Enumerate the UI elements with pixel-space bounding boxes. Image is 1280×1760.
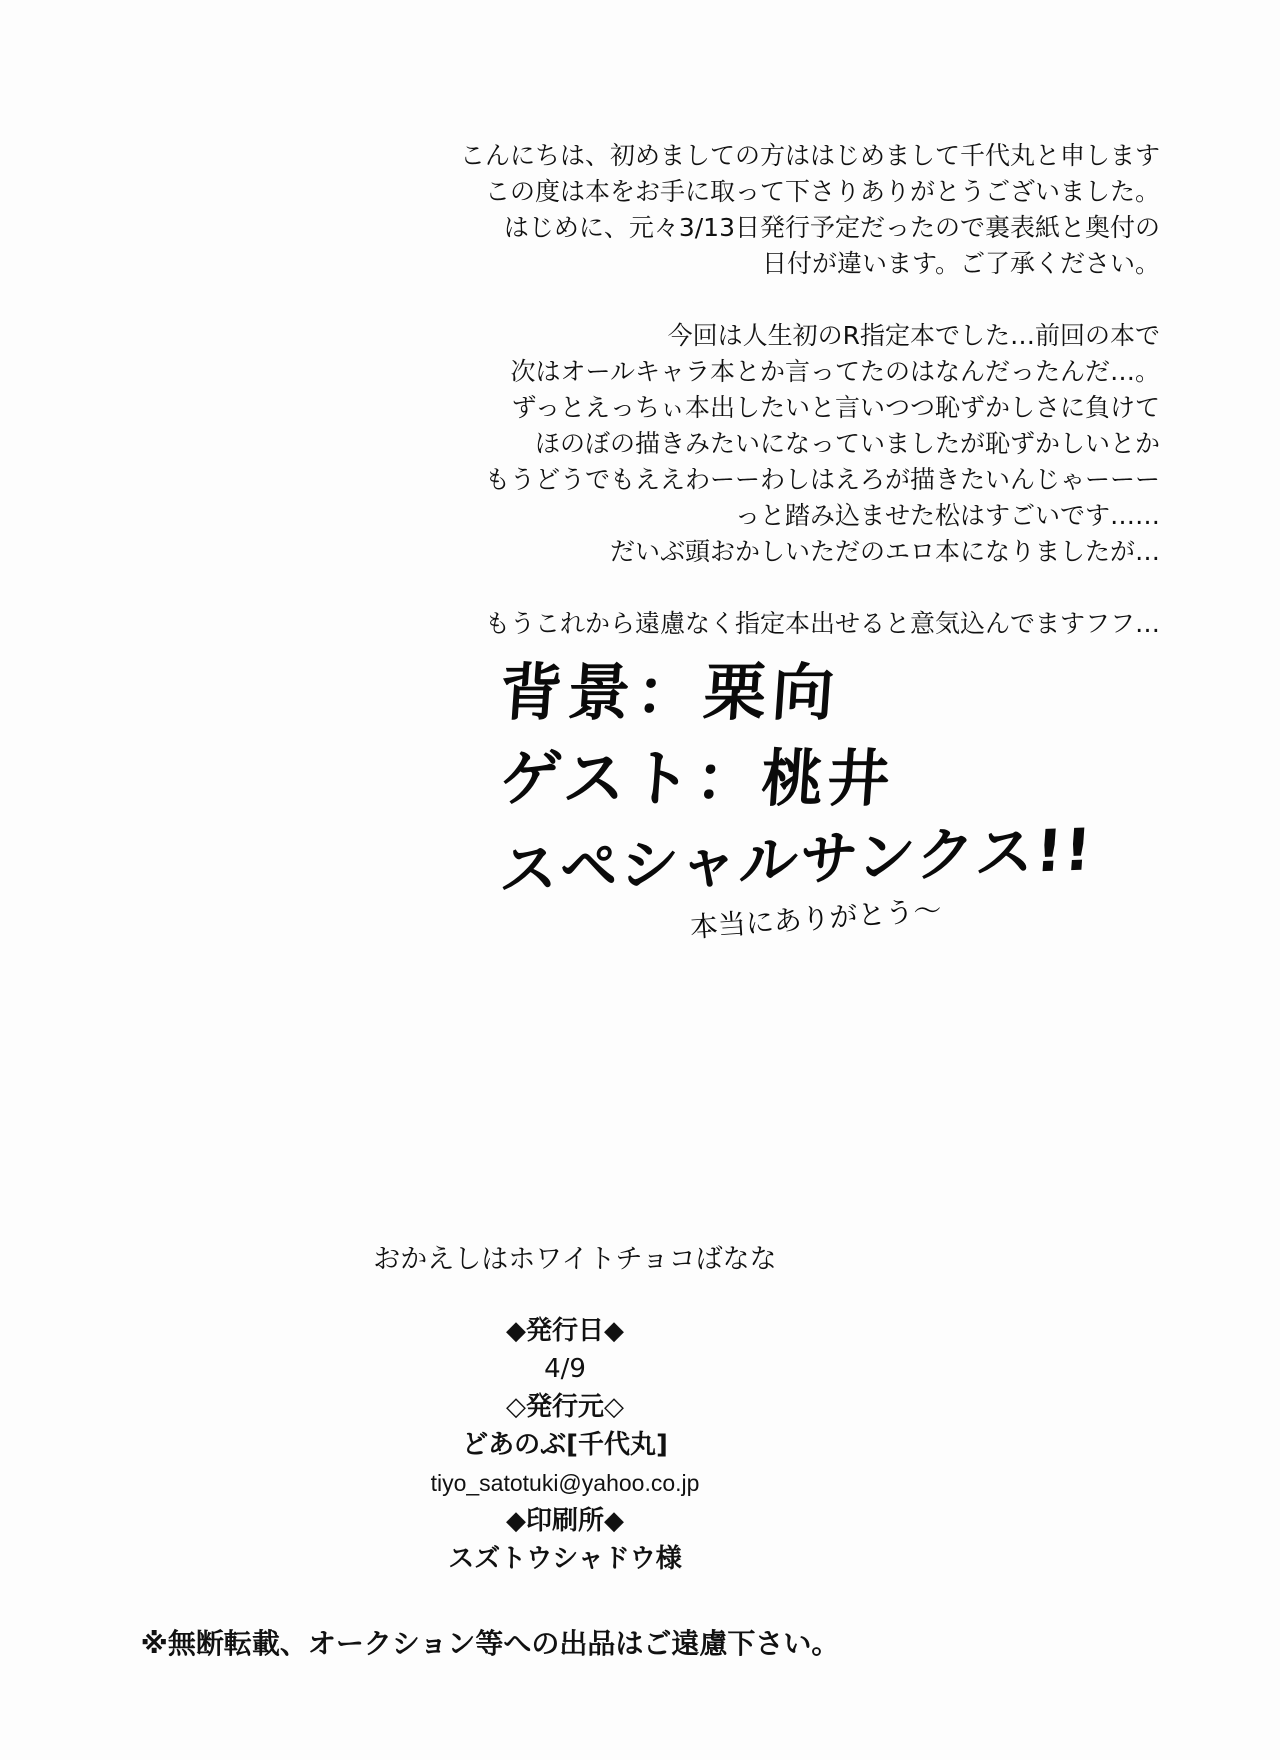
afterword-line: もうどうでもええわーーわしはえろが描きたいんじゃーーー — [484, 465, 1160, 494]
printer-label: ◆印刷所◆ — [506, 1506, 624, 1536]
afterword-line: もうこれから遠慮なく指定本出せると意気込んでますフフ… — [484, 609, 1160, 638]
afterword-line: だいぶ頭おかしいただのエロ本になりましたが… — [609, 537, 1160, 566]
afterword-text — [260, 138, 1160, 642]
thanks-note: 本当にありがとう〜 — [688, 893, 943, 944]
publisher-name: どあのぶ[千代丸] — [462, 1430, 668, 1460]
paragraph-gap — [260, 282, 1160, 318]
afterword-line: ずっとえっちぃ本出したいと言いつつ恥ずかしさに負けて — [511, 393, 1160, 422]
issue-date-label: ◆発行日◆ — [506, 1316, 624, 1346]
colophon — [0, 1240, 1280, 1578]
afterword-line: 次はオールキャラ本とか言ってたのはなんだったんだ…。 — [510, 357, 1160, 386]
printer-name: スズトウシャドウ様 — [448, 1544, 682, 1574]
afterword-line: 今回は人生初のR指定本でした…前回の本で — [667, 321, 1160, 350]
publisher-label: ◇発行元◇ — [506, 1392, 624, 1422]
reproduction-notice: ※無断転載、オークション等への出品はご遠慮下さい。 — [140, 1627, 840, 1660]
issue-date: 4/9 — [544, 1354, 586, 1384]
colophon-details — [0, 1312, 1280, 1578]
background-credit: 背景：栗向 — [497, 656, 843, 729]
handwritten-credits — [497, 650, 1096, 948]
afterword-line: ほのぼの描きみたいになっていましたが恥ずかしいとか — [534, 429, 1160, 458]
paragraph-gap — [260, 570, 1160, 606]
afterword-line: はじめに、元々3/13日発行予定だったので裏表紙と奥付の — [503, 213, 1160, 242]
book-title: おかえしはホワイトチョコばなな — [373, 1244, 777, 1275]
publisher-email: tiyo_satotuki@yahoo.co.jp — [430, 1470, 700, 1496]
afterword-line: こんにちは、初めましての方ははじめまして千代丸と申します — [459, 141, 1160, 170]
afterword-line: 日付が違います。ご了承ください。 — [761, 249, 1160, 278]
afterword-line: この度は本をお手に取って下さりありがとうございました。 — [484, 177, 1160, 206]
guest-credit: ゲスト：桃井 — [497, 742, 897, 815]
special-thanks: スペシャルサンクス!! — [497, 815, 1096, 904]
afterword-line: っと踏み込ませた松はすごいです…… — [734, 501, 1160, 530]
